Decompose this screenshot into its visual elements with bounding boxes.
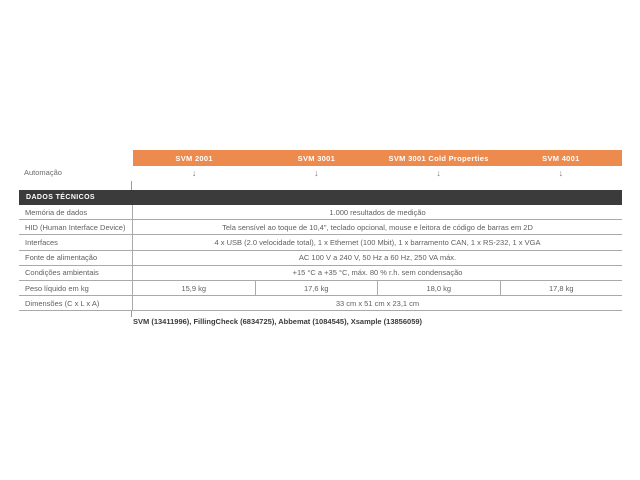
- technical-data-table: [19, 205, 622, 311]
- row-label: Memória de dados: [25, 207, 88, 217]
- row-label: HID (Human Interface Device): [25, 222, 126, 232]
- table-row-dimensoes: [19, 296, 622, 311]
- table-row-fonte-de-alimentacao: [19, 251, 622, 266]
- row-value-svm-3001-cold-properties: 18,0 kg: [377, 281, 500, 295]
- automation-row-label: Automação: [24, 168, 62, 177]
- section-header-bar: [19, 190, 622, 205]
- model-header-bar: [133, 150, 622, 166]
- down-arrow-icon: ↓: [314, 168, 319, 178]
- down-arrow-icon: ↓: [436, 168, 441, 178]
- row-value: Tela sensível ao toque de 10,4", teclado opcional, mouse e leitora de código de barras em 2D: [132, 220, 622, 234]
- section-title: DADOS TÉCNICOS: [26, 194, 95, 201]
- model-header-svm-3001: SVM 3001: [297, 153, 336, 163]
- table-row-memoria-de-dados: [19, 205, 622, 220]
- row-label: Peso líquido em kg: [25, 283, 89, 293]
- down-arrow-icon: ↓: [191, 168, 197, 178]
- row-value: 33 cm x 51 cm x 23,1 cm: [132, 296, 622, 310]
- automation-arrow-row: [133, 167, 622, 180]
- down-arrow-icon: ↓: [558, 168, 564, 178]
- row-label: Condições ambientais: [25, 268, 99, 278]
- table-row-interfaces: [19, 235, 622, 250]
- model-header-svm-4001: SVM 4001: [542, 153, 580, 163]
- row-value: +15 °C a +35 °C, máx. 80 % r.h. sem condensação: [132, 266, 622, 280]
- row-value: 1.000 resultados de medição: [132, 205, 622, 219]
- document-numbers-footnote: SVM (13411996), FillingCheck (6834725), Abbemat (1084545), Xsample (13856059): [133, 317, 423, 326]
- row-label: Dimensões (C x L x A): [25, 298, 100, 308]
- column-divider-tick-bottom: [131, 311, 132, 317]
- table-row-condicoes-ambientais: [19, 266, 622, 281]
- row-value-svm-3001: 17,6 kg: [255, 281, 378, 295]
- model-header-svm-2001: SVM 2001: [175, 153, 213, 163]
- row-value: AC 100 V a 240 V, 50 Hz a 60 Hz, 250 VA máx.: [132, 251, 622, 265]
- column-divider-tick-top: [131, 181, 132, 190]
- row-value-svm-2001: 15,9 kg: [132, 281, 255, 295]
- row-value: 4 x USB (2.0 velocidade total), 1 x Ethernet (100 Mbit), 1 x barramento CAN, 1 x RS-232, 1 x VGA: [132, 235, 622, 249]
- row-label: Interfaces: [25, 237, 58, 247]
- row-label: Fonte de alimentação: [25, 253, 98, 263]
- row-value-svm-4001: 17,8 kg: [500, 281, 623, 295]
- table-row-peso-liquido: [19, 281, 622, 296]
- model-header-svm-3001-cold-properties: SVM 3001 Cold Properties: [388, 153, 489, 163]
- table-row-hid: [19, 220, 622, 235]
